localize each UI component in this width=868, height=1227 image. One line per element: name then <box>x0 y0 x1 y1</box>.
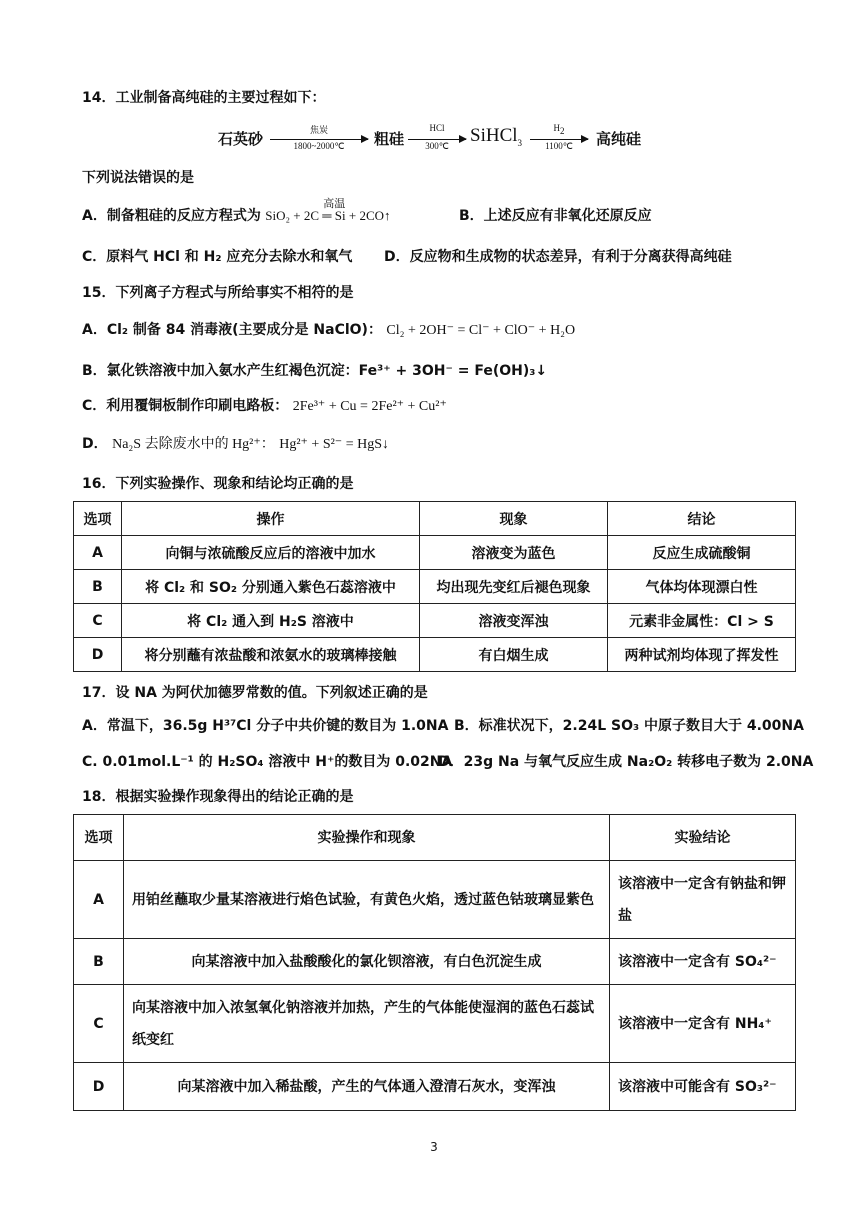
table-header: 实验操作和现象 <box>124 815 610 861</box>
table-header: 操作 <box>122 502 420 536</box>
page-number: 3 <box>430 1140 438 1154</box>
flow-node-crude-silicon: 粗硅 <box>374 130 405 148</box>
q15-option-d: D． Na₂S 去除废水中的 Hg²⁺： Hg²⁺ + S²⁻ = HgS↓ <box>82 436 389 452</box>
table-row <box>74 604 796 638</box>
table-header-row <box>74 502 796 536</box>
table-cell: 溶液变浑浊 <box>420 604 608 638</box>
q14-a-condition: 高温 <box>323 198 346 210</box>
table-row <box>74 985 796 1063</box>
q16-table <box>73 501 796 672</box>
table-cell: 向某溶液中加入盐酸酸化的氯化钡溶液，有白色沉淀生成 <box>124 939 610 985</box>
flow-arrow-3-bottom: 1100℃ <box>545 141 573 151</box>
table-row <box>74 1063 796 1111</box>
q14-option-d: D．反应物和生成物的状态差异，有利于分离获得高纯硅 <box>384 249 732 265</box>
table-cell: A <box>74 536 122 570</box>
q15-option-a: A．Cl₂ 制备 84 消毒液(主要成分是 NaClO)： Cl₂ + 2OH⁻ = Cl⁻ + ClO⁻ + H₂O <box>82 322 576 338</box>
q17-option-b: B．标准状况下，2.24L SO₃ 中原子数目大于 4.00NA <box>454 718 804 734</box>
q15-title: 15．下列离子方程式与所给事实不相符的是 <box>82 285 354 301</box>
table-cell: 该溶液中一定含有钠盐和钾盐 <box>610 861 796 939</box>
q15-c-equation: 2Fe³⁺ + Cu = 2Fe²⁺ + Cu²⁺ <box>292 399 447 414</box>
flow-node-pure-silicon: 高纯硅 <box>596 130 642 148</box>
table-header: 选项 <box>74 815 124 861</box>
table-cell: C <box>74 604 122 638</box>
flow-arrow-2-top: HCl <box>429 123 445 133</box>
table-row <box>74 536 796 570</box>
q14-process-flow <box>218 120 658 160</box>
q16-title: 16．下列实验操作、现象和结论均正确的是 <box>82 476 354 492</box>
table-cell: 向某溶液中加入稀盐酸，产生的气体通入澄清石灰水，变浑浊 <box>124 1063 610 1111</box>
table-row <box>74 939 796 985</box>
q18-table <box>73 814 796 1111</box>
table-row <box>74 570 796 604</box>
table-cell: 将 Cl₂ 和 SO₂ 分别通入紫色石蕊溶液中 <box>122 570 420 604</box>
table-header-row <box>74 815 796 861</box>
q14-option-c: C．原料气 HCl 和 H₂ 应充分去除水和氧气 <box>82 249 353 265</box>
table-cell: 将分别蘸有浓盐酸和浓氨水的玻璃棒接触 <box>122 638 420 672</box>
table-cell: 该溶液中一定含有 SO₄²⁻ <box>610 939 796 985</box>
table-header: 现象 <box>420 502 608 536</box>
table-header: 结论 <box>608 502 796 536</box>
table-cell: 溶液变为蓝色 <box>420 536 608 570</box>
flow-arrow-3-top: $H_2$ <box>553 123 565 136</box>
table-cell: A <box>74 861 124 939</box>
table-cell: 气体均体现漂白性 <box>608 570 796 604</box>
flow-node-sihcl3: SiHCl$_3$ <box>470 125 523 148</box>
q17-title: 17．设 NA 为阿伏加德罗常数的值。下列叙述正确的是 <box>82 685 428 701</box>
table-cell: 将 Cl₂ 通入到 H₂S 溶液中 <box>122 604 420 638</box>
q14-option-b: B．上述反应有非氧化还原反应 <box>459 208 652 224</box>
table-cell: 该溶液中一定含有 NH₄⁺ <box>610 985 796 1063</box>
table-cell: 两种试剂均体现了挥发性 <box>608 638 796 672</box>
q14-a-equation: SiO₂ + 2C ═ Si + 2CO↑ <box>265 208 391 223</box>
q14-stem: 下列说法错误的是 <box>82 170 194 186</box>
table-cell: 有白烟生成 <box>420 638 608 672</box>
q15-a-equation: Cl₂ + 2OH⁻ = Cl⁻ + ClO⁻ + H₂O <box>386 323 576 338</box>
q15-option-b: B．氯化铁溶液中加入氨水产生红褐色沉淀：Fe³⁺ + 3OH⁻ = Fe(OH)₃↓ <box>82 363 548 379</box>
q17-option-c: C. 0.01mol.L⁻¹ 的 H₂SO₄ 溶液中 H⁺的数目为 0.02NA <box>82 754 453 770</box>
table-cell: B <box>74 570 122 604</box>
flow-arrow-2 <box>408 139 466 140</box>
table-header: 选项 <box>74 502 122 536</box>
table-header: 实验结论 <box>610 815 796 861</box>
table-cell: 反应生成硫酸铜 <box>608 536 796 570</box>
table-cell: 该溶液中可能含有 SO₃²⁻ <box>610 1063 796 1111</box>
flow-arrow-2-bottom: 300℃ <box>425 141 449 151</box>
q18-title: 18．根据实验操作现象得出的结论正确的是 <box>82 789 354 805</box>
q14-title: 14．工业制备高纯硅的主要过程如下： <box>82 90 326 106</box>
q15-d-equation: Hg²⁺ + S²⁻ = HgS↓ <box>279 437 389 452</box>
q17-option-a: A．常温下，36.5g H³⁷Cl 分子中共价键的数目为 1.0NA <box>82 718 449 734</box>
q14-option-a: A．制备粗硅的反应方程式为 高温 SiO₂ + 2C ═ Si + 2CO↑ <box>82 206 391 226</box>
table-cell: 向某溶液中加入浓氢氧化钠溶液并加热，产生的气体能使湿润的蓝色石蕊试纸变红 <box>124 985 610 1063</box>
table-row <box>74 638 796 672</box>
table-cell: 元素非金属性：Cl > S <box>608 604 796 638</box>
table-cell: B <box>74 939 124 985</box>
table-row <box>74 861 796 939</box>
flow-arrow-1-top: 焦炭 <box>309 125 328 135</box>
flow-arrow-1 <box>270 139 368 140</box>
flow-arrow-3 <box>530 139 588 140</box>
table-cell: 均出现先变红后褪色现象 <box>420 570 608 604</box>
table-cell: 用铂丝蘸取少量某溶液进行焰色试验，有黄色火焰，透过蓝色钴玻璃显紫色 <box>124 861 610 939</box>
table-cell: C <box>74 985 124 1063</box>
flow-node-quartz-sand: 石英砂 <box>218 130 264 148</box>
table-cell: D <box>74 638 122 672</box>
table-cell: 向铜与浓硫酸反应后的溶液中加水 <box>122 536 420 570</box>
flow-arrow-1-bottom: 1800~2000℃ <box>293 141 345 151</box>
table-cell: D <box>74 1063 124 1111</box>
q17-option-d: D．23g Na 与氧气反应生成 Na₂O₂ 转移电子数为 2.0NA <box>438 754 814 770</box>
q15-option-c: C．利用覆铜板制作印刷电路板： 2Fe³⁺ + Cu = 2Fe²⁺ + Cu²⁺ <box>82 398 447 414</box>
